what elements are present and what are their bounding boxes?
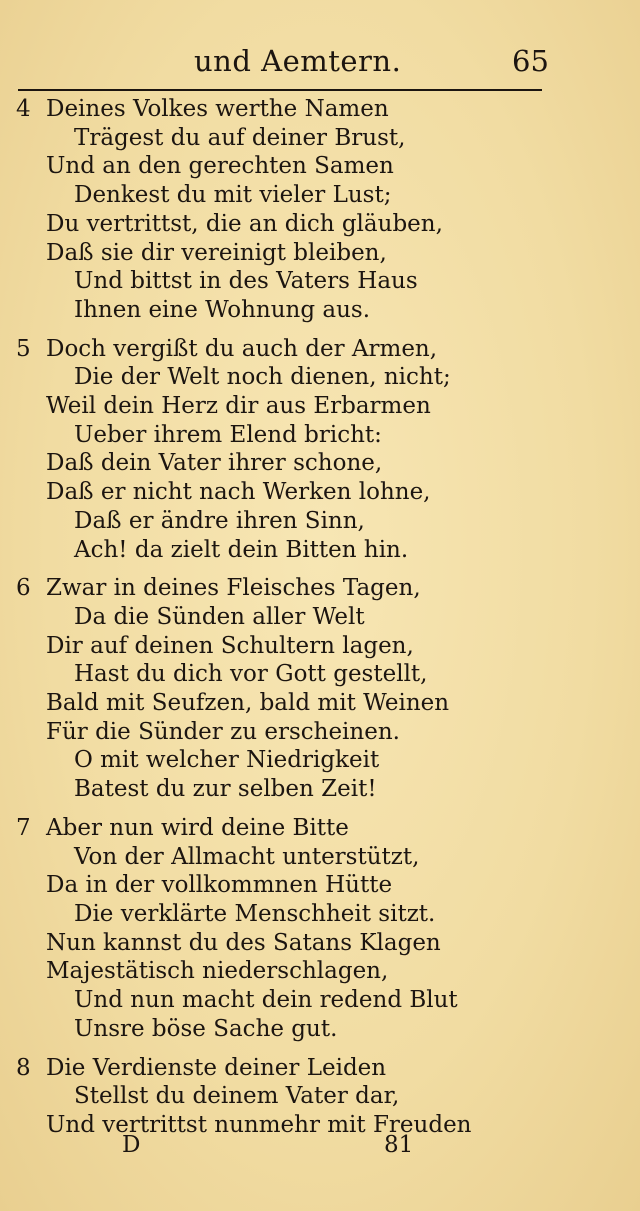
verse-line: Batest du zur selben Zeit! bbox=[74, 776, 377, 803]
verse-line: Doch vergißt du auch der Armen, bbox=[46, 335, 438, 362]
verse-line: Und bittst in des Vaters Haus bbox=[74, 268, 418, 295]
verse-line: Von der Allmacht unterstützt, bbox=[74, 843, 420, 870]
verse-line: Du vertrittst, die an dich gläuben, bbox=[46, 210, 443, 237]
stanza-number: 6 bbox=[16, 575, 31, 602]
verse-line: Für die Sünder zu erscheinen. bbox=[46, 718, 400, 745]
verse-line: Und nun macht dein redend Blut bbox=[74, 987, 458, 1014]
verse-line: Aber nun wird deine Bitte bbox=[46, 814, 349, 841]
verse-line: Deines Volkes werthe Namen bbox=[46, 96, 389, 122]
verse-line: Bald mit Seufzen, bald mit Weinen bbox=[46, 690, 450, 717]
verse-line: Ueber ihrem Elend bricht: bbox=[74, 421, 382, 448]
page-number: 65 bbox=[512, 44, 549, 78]
stanza-6 bbox=[16, 574, 616, 804]
verse-line: Da in der vollkommnen Hütte bbox=[46, 872, 393, 899]
verse-line: Nun kannst du des Satans Klagen bbox=[46, 929, 441, 956]
stanza-number: 8 bbox=[16, 1054, 31, 1081]
verse-line: Denkest du mit vieler Lust; bbox=[74, 182, 392, 209]
stanza-5 bbox=[16, 335, 616, 565]
verse-line: Majestätisch niederschlagen, bbox=[46, 958, 389, 985]
verse-line: O mit welcher Niedrigkeit bbox=[74, 747, 380, 774]
verse-line: Und vertrittst nunmehr mit Freuden bbox=[46, 1111, 472, 1138]
catchword: 81 bbox=[384, 1132, 414, 1158]
hymn-text bbox=[16, 95, 616, 1150]
stanza-7 bbox=[16, 814, 616, 1044]
verse-line: Daß er ändre ihren Sinn, bbox=[74, 507, 365, 534]
verse-line: Ihnen eine Wohnung aus. bbox=[74, 296, 371, 323]
stanza-number: 4 bbox=[16, 96, 31, 122]
verse-line: Die Verdienste deiner Leiden bbox=[46, 1054, 387, 1081]
verse-line: Daß dein Vater ihrer schone, bbox=[46, 450, 383, 477]
verse-line: Ach! da zielt dein Bitten hin. bbox=[74, 536, 409, 563]
stanza-number: 7 bbox=[16, 814, 31, 841]
header-rule bbox=[18, 89, 542, 91]
verse-line: Daß sie dir vereinigt bleiben, bbox=[46, 239, 387, 266]
verse-line: Trägest du auf deiner Brust, bbox=[74, 124, 406, 151]
stanza-4 bbox=[16, 95, 616, 325]
verse-line: Daß er nicht nach Werken lohne, bbox=[46, 479, 431, 506]
verse-line: Die der Welt noch dienen, nicht; bbox=[74, 364, 451, 391]
verse-line: Unsre böse Sache gut. bbox=[74, 1015, 338, 1042]
stanza-number: 5 bbox=[16, 335, 31, 362]
signature-mark: D bbox=[122, 1132, 141, 1158]
verse-line: Da die Sünden aller Welt bbox=[74, 603, 365, 630]
verse-line: Stellst du deinem Vater dar, bbox=[74, 1083, 400, 1110]
verse-line: Und an den gerechten Samen bbox=[46, 153, 394, 180]
running-title: und Aemtern. bbox=[194, 44, 402, 78]
stanza-8 bbox=[16, 1054, 616, 1140]
verse-line: Dir auf deinen Schultern lagen, bbox=[46, 632, 414, 659]
verse-line: Weil dein Herz dir aus Erbarmen bbox=[46, 393, 431, 420]
verse-line: Hast du dich vor Gott gestellt, bbox=[74, 661, 428, 688]
verse-line: Zwar in deines Fleisches Tagen, bbox=[46, 575, 421, 602]
verse-line: Die verklärte Menschheit sitzt. bbox=[74, 900, 436, 927]
